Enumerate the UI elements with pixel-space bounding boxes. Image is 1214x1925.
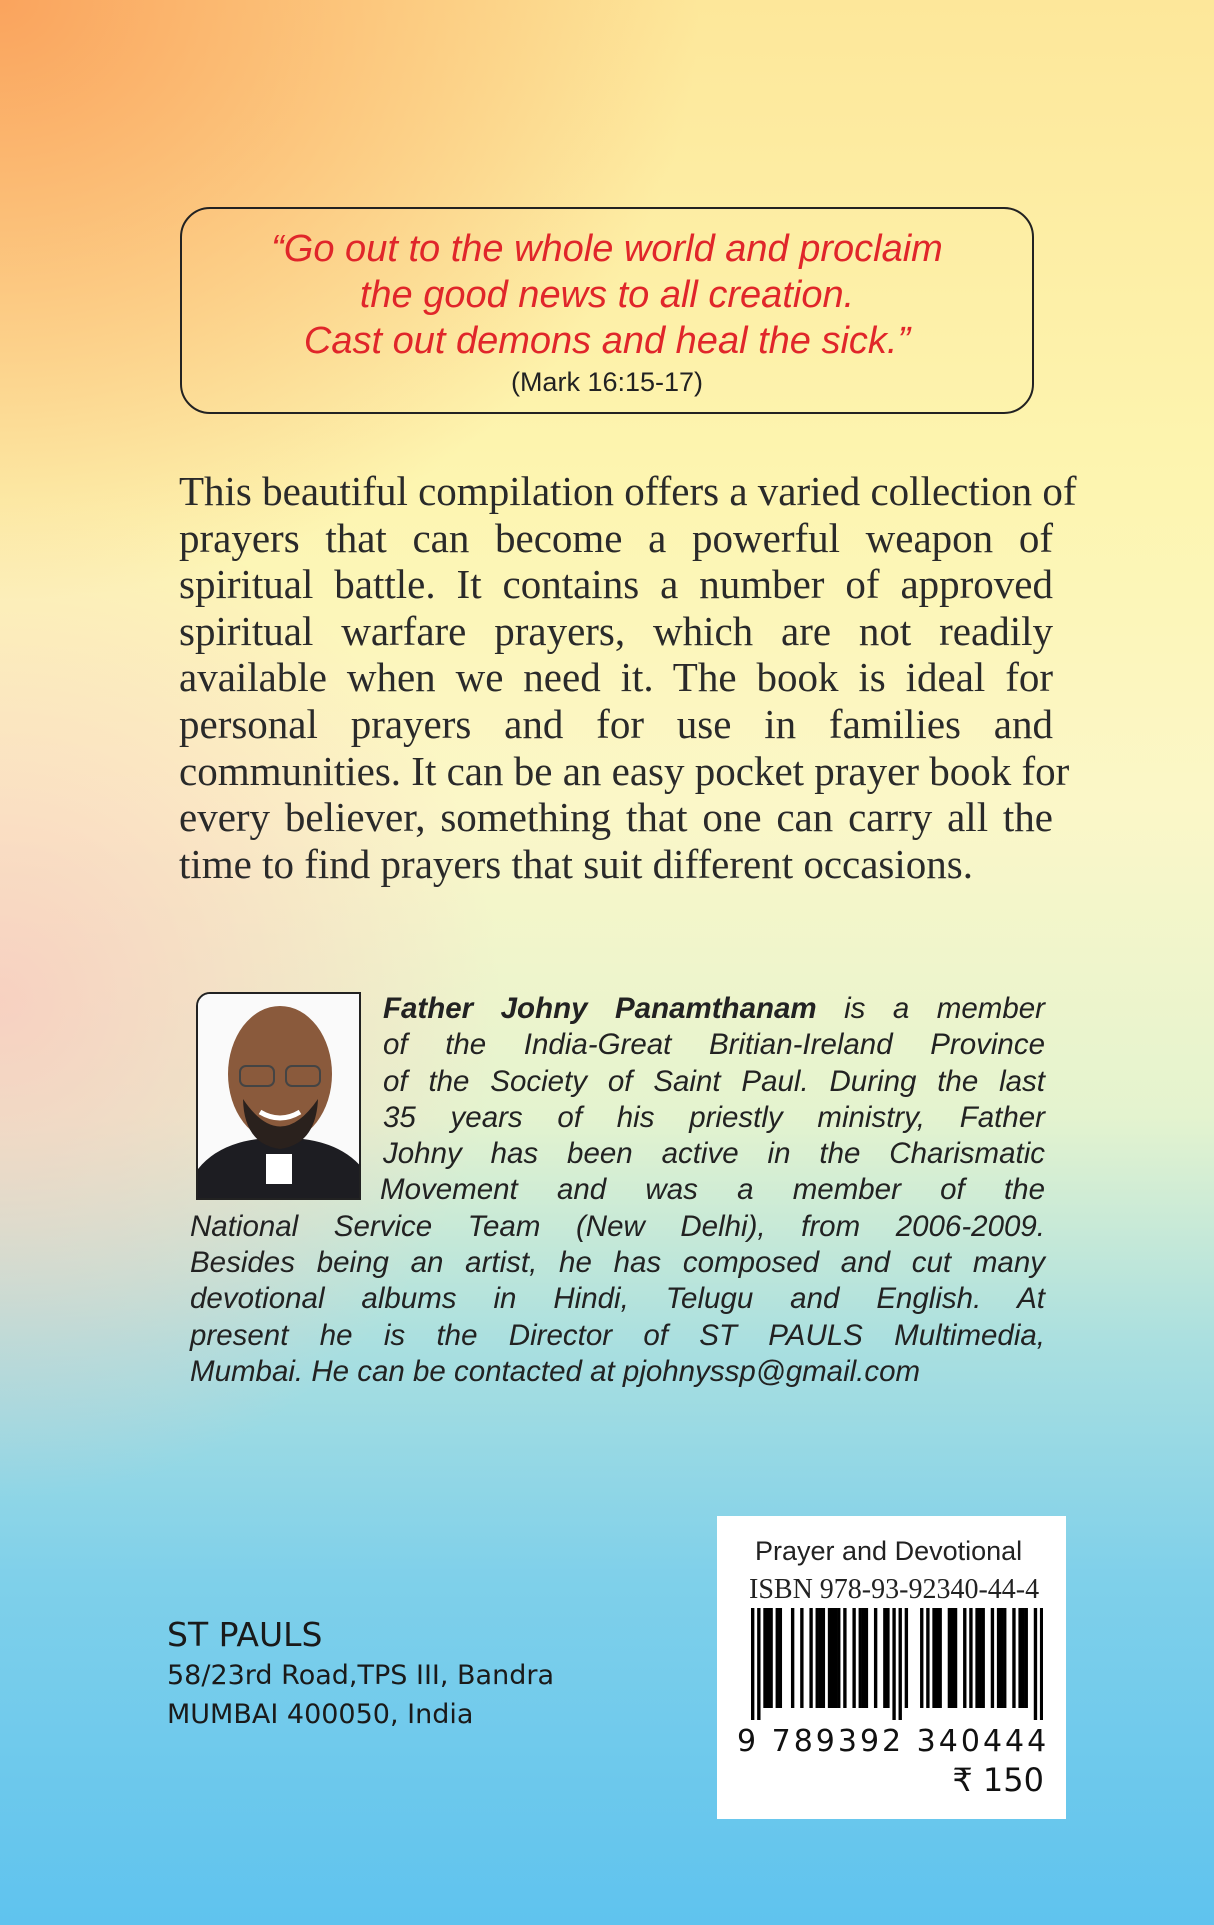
book-category: Prayer and Devotional [755, 1536, 1023, 1566]
description-line: spiritual battle. It contains a number of approved [179, 561, 1053, 608]
barcode-bar [920, 1608, 923, 1708]
barcode-bar [1034, 1608, 1037, 1720]
barcode-bar [865, 1608, 868, 1708]
barcode-bar [859, 1608, 862, 1708]
description-line: communities. It can be an easy pocket prayer book for [179, 747, 1070, 794]
barcode-bar [776, 1608, 779, 1708]
barcode-bar [951, 1608, 954, 1708]
description-line: This beautiful compilation offers a varied collection of [179, 468, 1077, 514]
bio-line [383, 991, 1045, 1027]
bio-line: 35 years of his priestly ministry, Father [383, 1100, 1045, 1134]
barcode-bar [935, 1608, 938, 1708]
barcode-bar [852, 1608, 855, 1708]
author-bio [190, 991, 1045, 1390]
barcode-bar [779, 1608, 782, 1708]
barcode-bar [1040, 1608, 1043, 1720]
barcode-bar [834, 1608, 837, 1708]
barcode-bar [978, 1608, 981, 1708]
barcode-bar [975, 1608, 978, 1708]
bio-line: Besides being an artist, he has composed and cut many [190, 1246, 1045, 1280]
bio-line: Mumbai. He can be contacted at pjohnyssp@gmail.com [190, 1354, 921, 1388]
barcode-bar [831, 1608, 834, 1708]
isbn-text: ISBN 978-93-92340-44-4 [749, 1574, 1040, 1605]
barcode-bars [751, 1608, 1043, 1728]
barcode-bar [800, 1608, 803, 1708]
quote-line: Cast out demons and heal the sick.” [303, 320, 911, 362]
description-line: every believer, something that one can carry all the [179, 794, 1053, 841]
barcode-bar [757, 1608, 760, 1720]
quote-box [180, 207, 1034, 414]
bio-line: of the India-Great Britian-Ireland Province [383, 1028, 1045, 1062]
barcode-bar [892, 1608, 895, 1720]
barcode-bar [763, 1608, 766, 1708]
bio-line: devotional albums in Hindi, Telugu and English. At [190, 1282, 1045, 1316]
barcode-bar [905, 1608, 908, 1708]
quote-reference: (Mark 16:15-17) [510, 367, 704, 397]
barcode-bar [926, 1608, 929, 1708]
address-line: MUMBAI 400050, India [167, 1699, 474, 1730]
barcode-bar [991, 1608, 994, 1708]
barcode-bar [822, 1608, 825, 1708]
bio-line: of the Society of Saint Paul. During the last [383, 1064, 1045, 1098]
bio-text: is a member [816, 992, 1045, 1025]
publisher-name: ST PAULS [167, 1615, 323, 1654]
barcode-digits: 9 789392 340444 [737, 1724, 1050, 1759]
barcode-bar [874, 1608, 877, 1708]
barcode-bar [828, 1608, 831, 1708]
author-name: Father Johny Panamthanam [383, 992, 817, 1025]
barcode-bar [791, 1608, 794, 1708]
barcode-bar [963, 1608, 966, 1708]
bio-line: present he is the Director of ST PAULS Multimedia, [190, 1318, 1045, 1352]
description-line: prayers that can become a powerful weapon of [179, 514, 1053, 561]
barcode-bar [886, 1608, 889, 1708]
barcode-bar [969, 1608, 972, 1708]
barcode-bar [769, 1608, 772, 1708]
publisher-address [167, 1614, 554, 1734]
barcode-bar [1012, 1608, 1015, 1708]
barcode-bar [899, 1608, 902, 1720]
barcode-bar [819, 1608, 822, 1708]
barcode-bar [1021, 1608, 1024, 1708]
description-line: personal prayers and for use in families and [179, 700, 1053, 747]
quote-line: the good news to all creation. [359, 274, 855, 316]
barcode-bar [1018, 1608, 1021, 1708]
barcode-bar [938, 1608, 941, 1708]
barcode-bar [932, 1608, 935, 1708]
description-line: available when we need it. The book is ideal for [179, 654, 1053, 701]
address-line: 58/23rd Road,TPS III, Bandra [167, 1660, 555, 1691]
barcode-bar [1025, 1608, 1028, 1708]
bio-line: Movement and was a member of the [380, 1173, 1045, 1207]
price: ₹ 150 [952, 1761, 1044, 1799]
barcode-label [717, 1516, 1066, 1819]
description-paragraph [179, 468, 1077, 887]
barcode-bar [948, 1608, 951, 1708]
barcode-bar [843, 1608, 846, 1708]
quote-line: “Go out to the whole world and proclaim [271, 228, 943, 270]
barcode-bar [816, 1608, 819, 1708]
bio-line: Johny has been active in the Charismatic [383, 1137, 1045, 1171]
barcode-bar [954, 1608, 957, 1708]
barcode-bar [1003, 1608, 1006, 1708]
barcode-bar [982, 1608, 985, 1708]
description-line: spiritual warfare prayers, which are not readily [179, 607, 1053, 654]
description-line: time to find prayers that suit different occasions. [179, 840, 973, 887]
barcode-bar [751, 1608, 754, 1720]
barcode-bar [997, 1608, 1000, 1708]
barcode-bar [862, 1608, 865, 1708]
barcode-bar [766, 1608, 769, 1708]
barcode-bar [1000, 1608, 1003, 1708]
barcode-bar [837, 1608, 840, 1708]
barcode-bar [809, 1608, 812, 1708]
barcode-bar [883, 1608, 886, 1708]
bio-line: National Service Team (New Delhi), from 2006-2009. [190, 1209, 1045, 1243]
